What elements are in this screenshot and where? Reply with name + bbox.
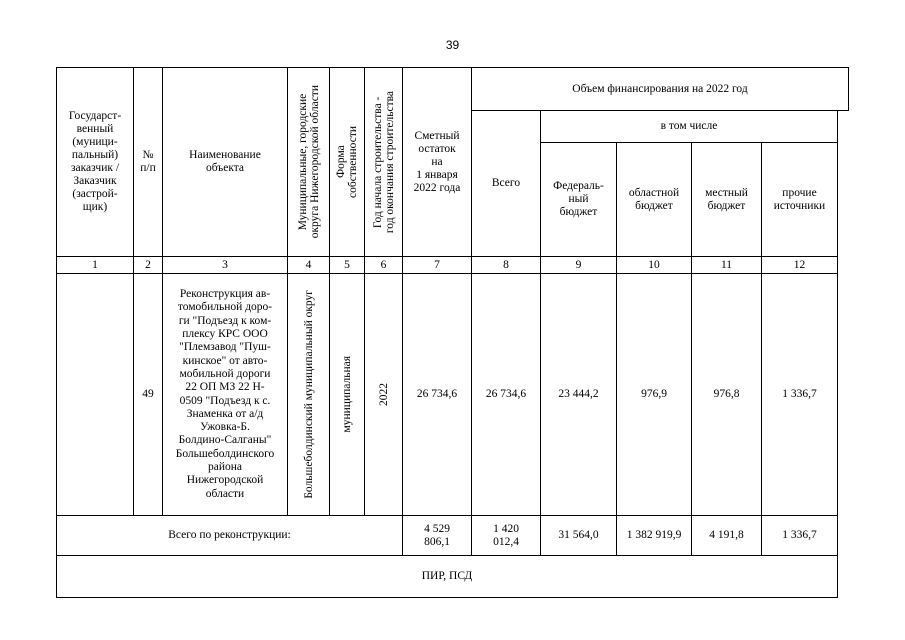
totals-label: Всего по реконструкции:: [57, 516, 403, 556]
col-number: 4: [288, 257, 330, 274]
header-including: в том числе: [541, 111, 838, 143]
row-federal: 23 444,2: [541, 274, 617, 516]
page-number: 39: [445, 38, 460, 52]
col-number: 8: [472, 257, 541, 274]
totals-other: 1 336,7: [762, 516, 838, 556]
totals-estimate: 4 529 806,1: [403, 516, 472, 556]
col-number: 5: [330, 257, 365, 274]
row-municipality: Большеболдинский муниципальный округ: [288, 274, 330, 516]
col-number: 12: [762, 257, 838, 274]
header-federal: Федераль- ный бюджет: [541, 143, 617, 257]
col-number: 3: [163, 257, 288, 274]
col-number: 11: [692, 257, 762, 274]
header-name: Наименование объекта: [163, 68, 288, 257]
col-number: 2: [134, 257, 163, 274]
row-years: 2022: [365, 274, 403, 516]
col-number: 9: [541, 257, 617, 274]
header-years: Год начала строительства - год окончания строительства: [365, 68, 403, 257]
row-estimate: 26 734,6: [403, 274, 472, 516]
header-regional: областной бюджет: [617, 143, 692, 257]
row-regional: 976,9: [617, 274, 692, 516]
totals-row: [57, 516, 849, 556]
col-number: 10: [617, 257, 692, 274]
row-customer: [57, 274, 134, 516]
header-other: прочие источники: [762, 143, 838, 257]
row-ownership: муниципальная: [330, 274, 365, 516]
header-ownership: Форма собственности: [330, 68, 365, 257]
totals-local: 4 191,8: [692, 516, 762, 556]
row-total: 26 734,6: [472, 274, 541, 516]
col-number: 7: [403, 257, 472, 274]
row-other: 1 336,7: [762, 274, 838, 516]
header-estimate: Сметный остаток на 1 января 2022 года: [403, 68, 472, 257]
header-funding: Объем финансирования на 2022 год: [472, 68, 849, 111]
section-row: [57, 556, 849, 598]
row-local: 976,8: [692, 274, 762, 516]
header-customer: Государст- венный (муници- пальный) заказчик / Заказчик (застрой- щик): [57, 68, 134, 257]
section-title: ПИР, ПСД: [57, 556, 838, 598]
header-num: № п/п: [134, 68, 163, 257]
header-local: местный бюджет: [692, 143, 762, 257]
header-municipality: Муниципальные, городские округа Нижегородской области: [288, 68, 330, 257]
column-numbers-row: [57, 257, 849, 274]
totals-federal: 31 564,0: [541, 516, 617, 556]
financing-table: [56, 67, 849, 598]
col-number: 1: [57, 257, 134, 274]
table-row: [57, 274, 849, 516]
row-object-name: Реконструкция ав- томобильной доро- ги "Подъезд к ком- плексу КРС ООО "Племзавод "Пуш- кинское" от авто- мобильной дороги 22 ОП МЗ 22 Н- 0509 "Подъезд к с. Знаменка от а/д Ужовка-Б. Болдино-Салганы" Большеболдинского района Нижегородской области: [163, 274, 288, 516]
totals-regional: 1 382 919,9: [617, 516, 692, 556]
col-number: 6: [365, 257, 403, 274]
row-num: 49: [134, 274, 163, 516]
totals-total: 1 420 012,4: [472, 516, 541, 556]
header-total: Всего: [472, 111, 541, 257]
